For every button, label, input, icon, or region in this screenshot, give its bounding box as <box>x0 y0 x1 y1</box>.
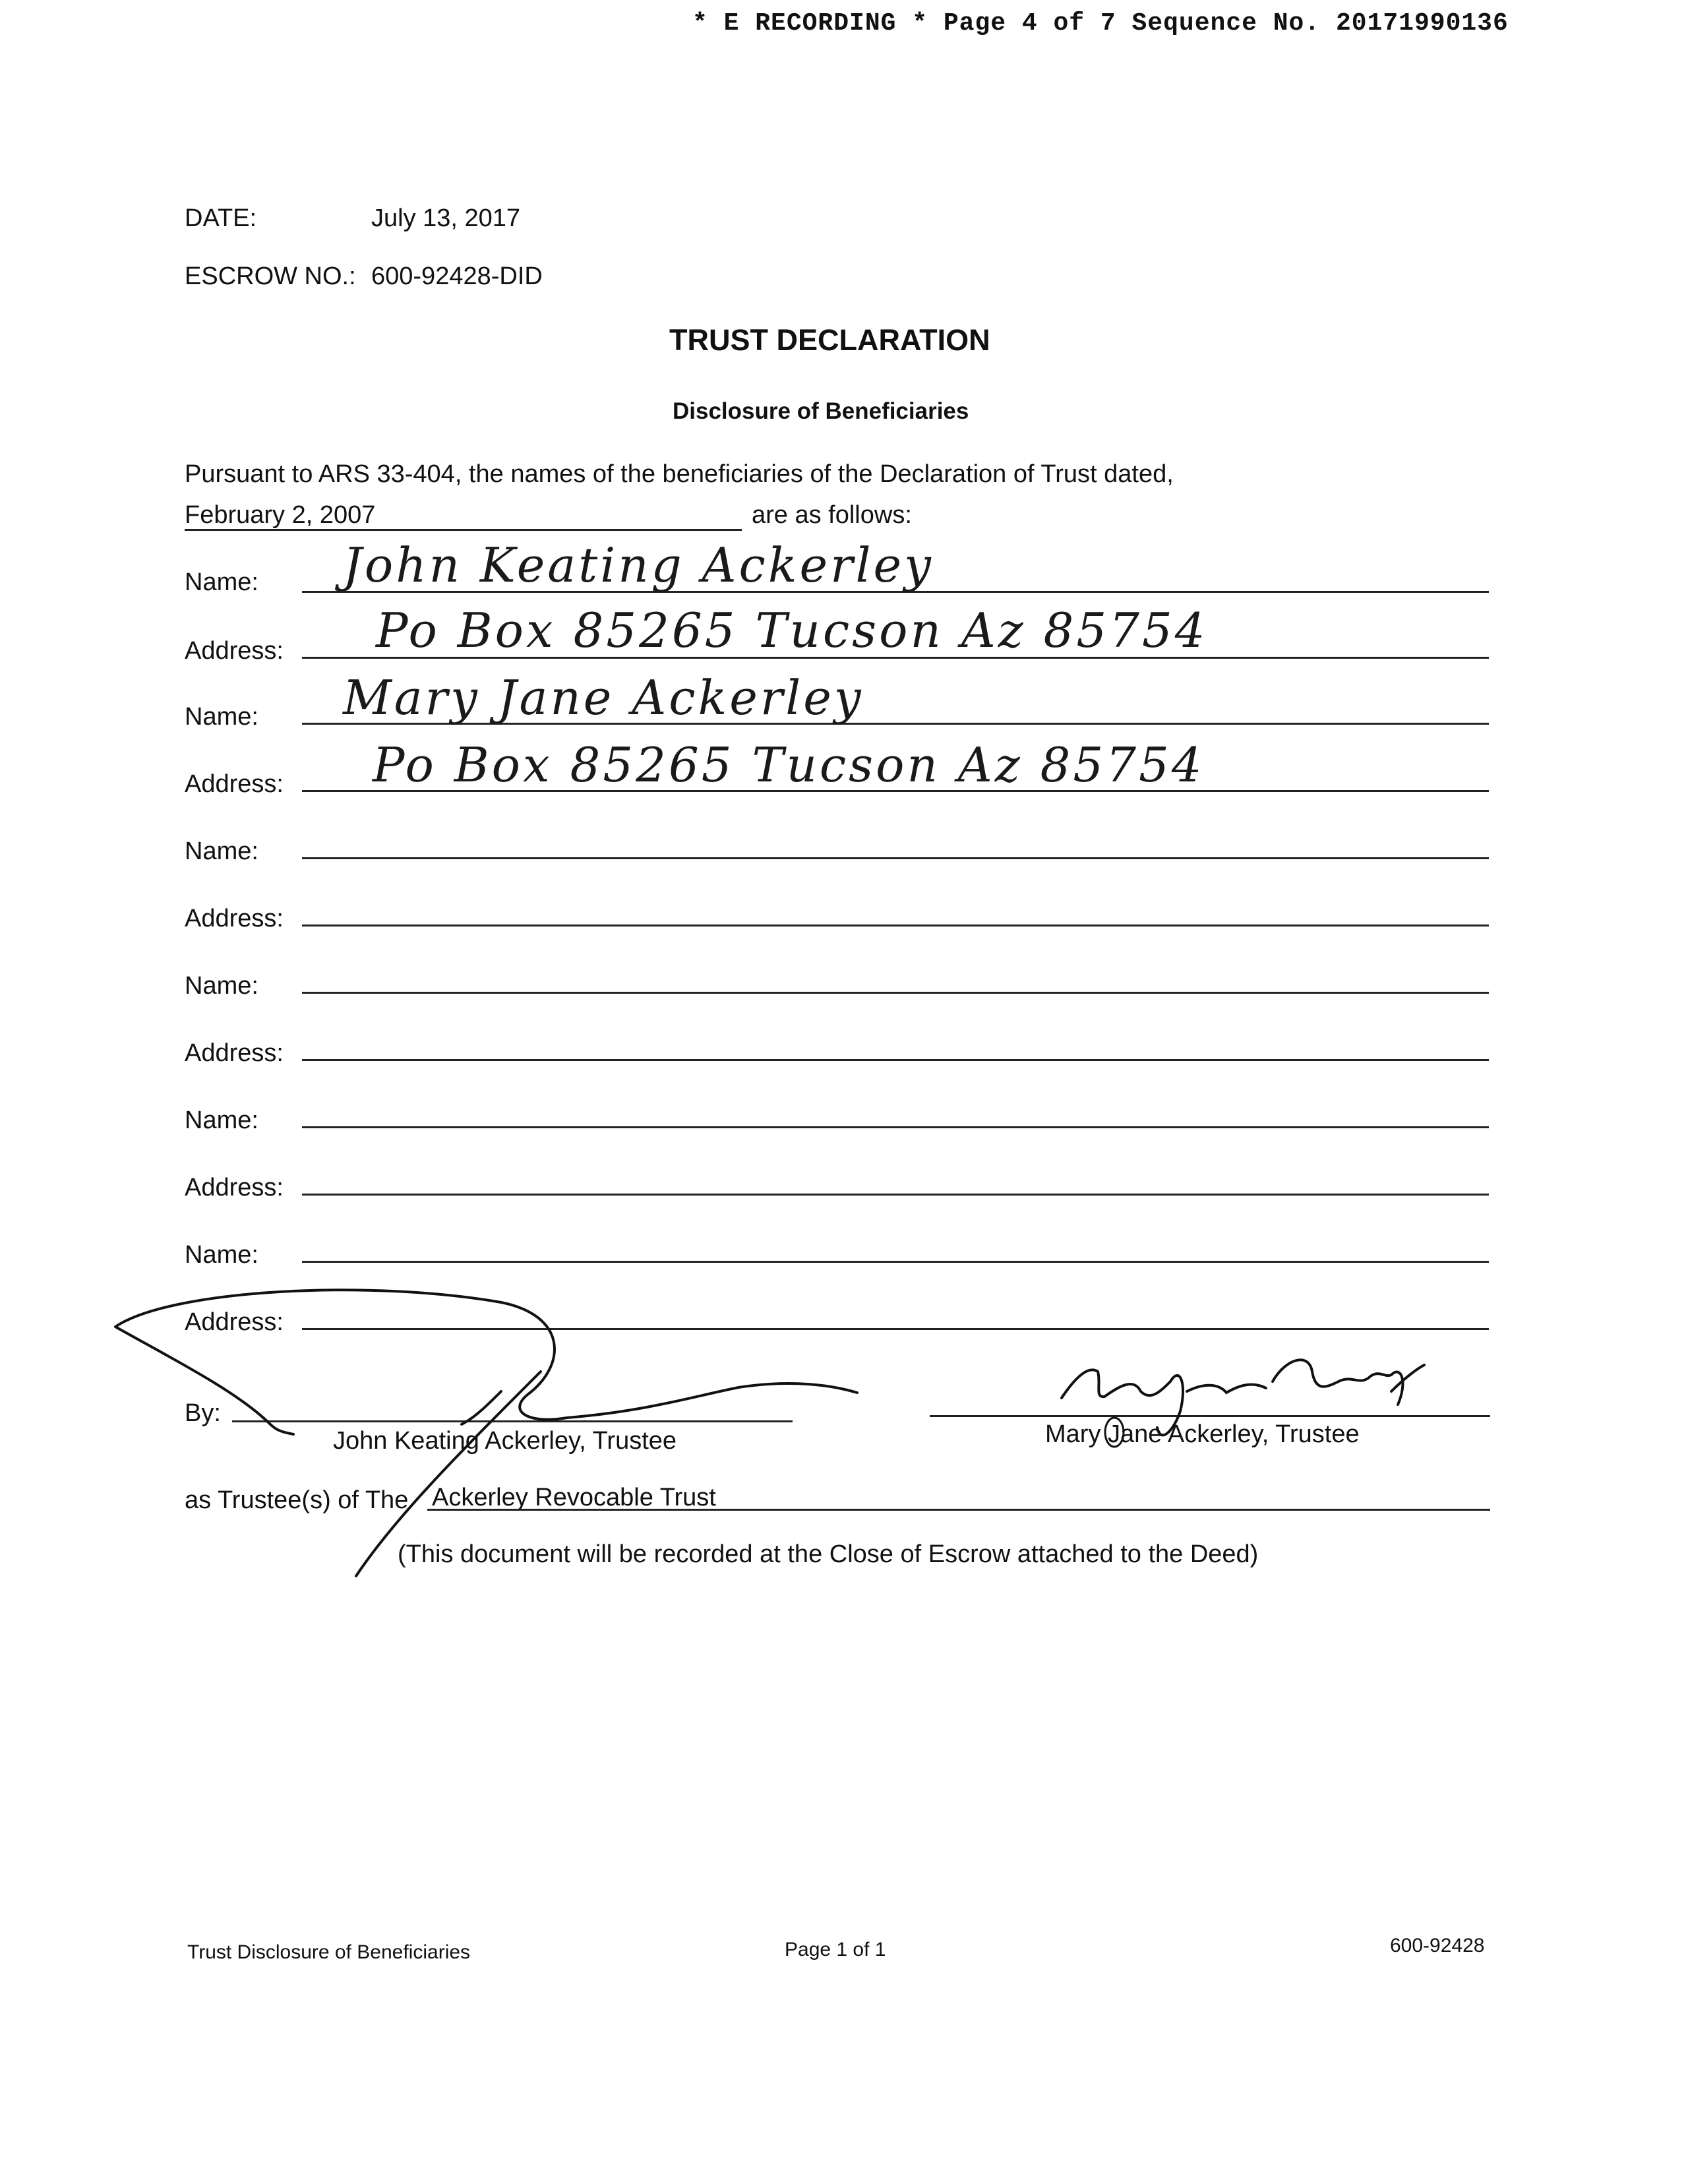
date-value: July 13, 2017 <box>371 204 521 232</box>
beneficiary-2-name-label: Name: <box>185 703 258 731</box>
trustee-of-label: as Trustee(s) of The <box>185 1486 409 1514</box>
trust-name: Ackerley Revocable Trust <box>432 1484 716 1511</box>
document-title: TRUST DECLARATION <box>669 323 990 357</box>
beneficiary-2-address-label: Address: <box>185 770 284 798</box>
trustee-2-name: Mary Jane Ackerley, Trustee <box>1045 1420 1360 1448</box>
beneficiary-5-address-label: Address: <box>185 1174 284 1201</box>
escrow-label: ESCROW NO.: <box>185 262 356 290</box>
by-label: By: <box>185 1399 221 1427</box>
beneficiary-1-name-label: Name: <box>185 568 258 596</box>
date-label: DATE: <box>185 204 257 232</box>
beneficiary-2-address: Po Box 85265 Tucson Az 85754 <box>373 737 1205 793</box>
escrow-value: 600-92428-DID <box>371 262 543 290</box>
trustee-1-name: John Keating Ackerley, Trustee <box>333 1427 677 1455</box>
recording-stamp: * E RECORDING * Page 4 of 7 Sequence No. 20171990136 <box>692 9 1509 38</box>
footer-page-number: Page 1 of 1 <box>785 1939 886 1960</box>
beneficiary-1-address-label: Address: <box>185 637 284 665</box>
document-subtitle: Disclosure of Beneficiaries <box>673 398 969 424</box>
trustee-2-circle-mark <box>1105 1418 1124 1447</box>
beneficiary-2-name: Mary Jane Ackerley <box>343 670 864 725</box>
trustee-1-signature-mark <box>115 1290 857 1576</box>
recording-note: (This document will be recorded at the Close of Escrow attached to the Deed) <box>398 1540 1259 1568</box>
trustee-2-signature-mark <box>1062 1360 1424 1435</box>
beneficiary-1-name: John Keating Ackerley <box>343 537 934 593</box>
intro-text: Pursuant to ARS 33-404, the names of the beneficiaries of the Declaration of Trust dated, <box>185 460 1174 488</box>
intro-suffix: are as follows: <box>752 501 912 529</box>
beneficiary-5-name-label: Name: <box>185 1107 258 1134</box>
beneficiary-1-address: Po Box 85265 Tucson Az 85754 <box>376 603 1208 658</box>
beneficiary-3-address-label: Address: <box>185 905 284 932</box>
trust-date: February 2, 2007 <box>185 501 376 529</box>
footer-right: 600-92428 <box>1390 1935 1485 1957</box>
beneficiary-6-address-label: Address: <box>185 1308 284 1336</box>
beneficiary-4-address-label: Address: <box>185 1039 284 1067</box>
beneficiary-6-name-label: Name: <box>185 1241 258 1269</box>
footer-left: Trust Disclosure of Beneficiaries <box>187 1941 471 1963</box>
beneficiary-3-name-label: Name: <box>185 837 258 865</box>
beneficiary-4-name-label: Name: <box>185 972 258 1000</box>
